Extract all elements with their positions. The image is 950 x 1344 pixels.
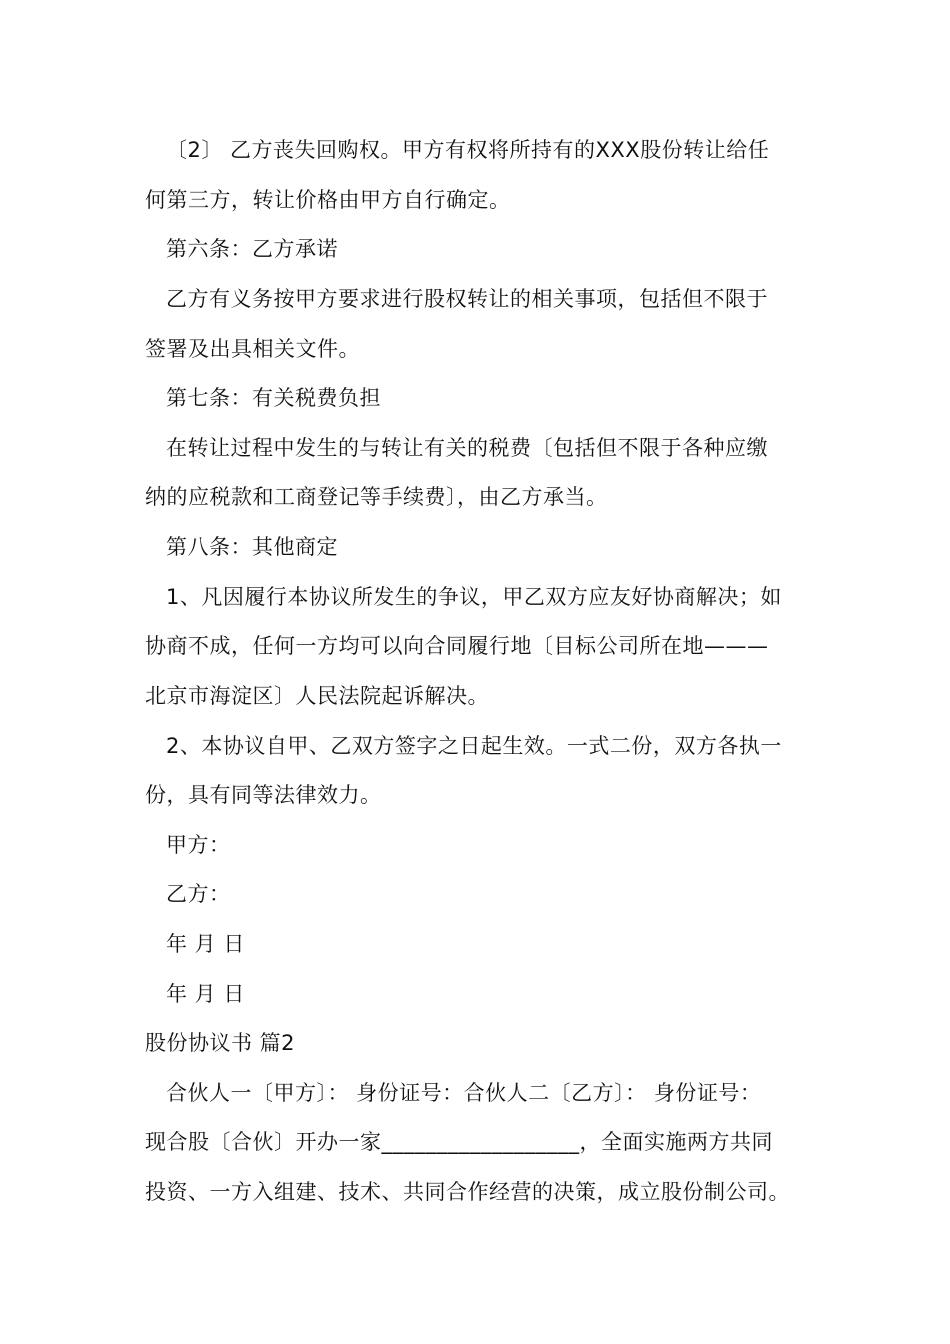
paragraph-line: 签署及出具相关文件。	[145, 337, 360, 361]
section-title: 股份协议书 篇2	[145, 1031, 296, 1055]
paragraph-line: 投资、一方入组建、技术、共同合作经营的决策，成立股份制公司。	[145, 1180, 790, 1204]
paragraph-line: 现合股〔合伙〕开办一家__________________，全面实施两方共同	[145, 1130, 773, 1154]
paragraph-line: 协商不成，任何一方均可以向合同履行地〔目标公司所在地———	[145, 634, 769, 658]
paragraph-line: 合伙人一〔甲方〕： 身份证号：合伙人二〔乙方〕： 身份证号：	[166, 1081, 762, 1105]
paragraph-line: 乙方有义务按甲方要求进行股权转让的相关事项，包括但不限于	[166, 287, 768, 311]
section-heading: 第八条：其他商定	[166, 535, 338, 559]
signature-date: 年 月 日	[166, 982, 245, 1006]
paragraph-line: 1、凡因履行本协议所发生的争议，甲乙双方应友好协商解决；如	[166, 585, 782, 609]
signature-party-b: 乙方：	[166, 882, 231, 906]
signature-date: 年 月 日	[166, 932, 245, 956]
paragraph-line: 〔2〕 乙方丧失回购权。甲方有权将所持有的XXX股份转让给任	[166, 138, 770, 162]
paragraph-line: 2、本协议自甲、乙双方签字之日起生效。一式二份，双方各执一	[166, 734, 782, 758]
section-heading: 第六条：乙方承诺	[166, 237, 338, 261]
paragraph-line: 何第三方，转让价格由甲方自行确定。	[145, 188, 511, 212]
paragraph-line: 纳的应税款和工商登记等手续费〕，由乙方承当。	[145, 485, 608, 509]
paragraph-line: 北京市海淀区〕人民法院起诉解决。	[145, 684, 489, 708]
section-heading: 第七条：有关税费负担	[166, 386, 381, 410]
paragraph-line: 在转让过程中发生的与转让有关的税费〔包括但不限于各种应缴	[166, 436, 768, 460]
signature-party-a: 甲方：	[166, 833, 231, 857]
paragraph-line: 份，具有同等法律效力。	[145, 783, 382, 807]
